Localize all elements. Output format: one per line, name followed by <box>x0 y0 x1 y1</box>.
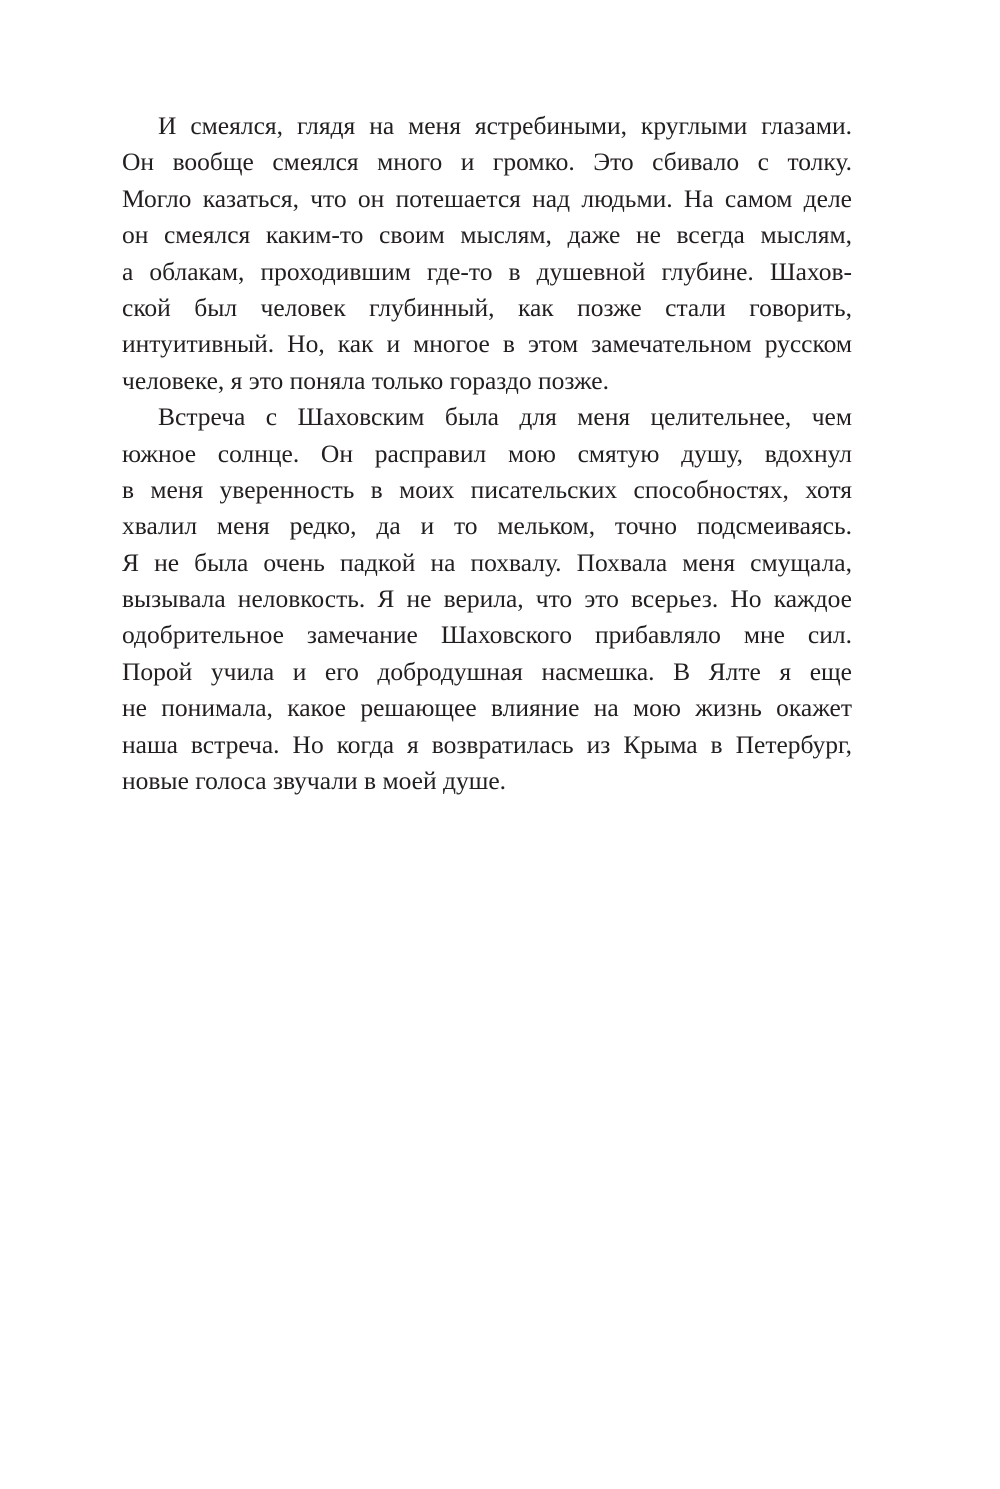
text-line: Я не была очень падкой на похвалу. Похвала меня смущала, <box>122 547 852 577</box>
text-line: хвалил меня редко, да и то мельком, точно подсмеиваясь. <box>122 511 852 541</box>
text-line: человеке, я это поняла только гораздо позже. <box>122 365 609 395</box>
text-line: не понимала, какое решающее влияние на мою жизнь окажет <box>122 693 852 723</box>
text-line: южное солнце. Он расправил мою смятую душу, вдохнул <box>122 438 852 468</box>
text-line: Порой учила и его добродушная насмешка. В Ялте я еще <box>122 656 852 686</box>
text-line: а облакам, проходившим где-то в душевной глубине. Шахов- <box>122 256 852 286</box>
text-line: И смеялся, глядя на меня ястребиными, круглыми глазами. <box>158 111 852 140</box>
text-line: он смеялся каким-то своим мыслям, даже не всегда мыслям, <box>122 220 852 250</box>
paragraph-2 <box>122 399 852 799</box>
text-line: интуитивный. Но, как и многое в этом замечательном русском <box>122 329 852 359</box>
text-line: Он вообще смеялся много и громко. Это сбивало с толку. <box>122 147 852 177</box>
text-line: вызывала неловкость. Я не верила, что это всерьез. Но каждое <box>122 584 852 614</box>
text-line: одобрительное замечание Шаховского прибавляло мне сил. <box>122 620 852 650</box>
text-line: Встреча с Шаховским была для меня целительнее, чем <box>158 402 852 432</box>
text-line: ской был человек глубинный, как позже стали говорить, <box>122 292 852 322</box>
text-line: в меня уверенность в моих писательских способностях, хотя <box>122 474 852 504</box>
text-line: новые голоса звучали в моей душе. <box>122 766 507 796</box>
text-line: наша встреча. Но когда я возвратилась из Крыма в Петербург, <box>122 729 852 759</box>
paragraph-1 <box>122 108 852 399</box>
text-line: Могло казаться, что он потешается над людьми. На самом деле <box>122 183 852 213</box>
body-text <box>122 108 852 799</box>
